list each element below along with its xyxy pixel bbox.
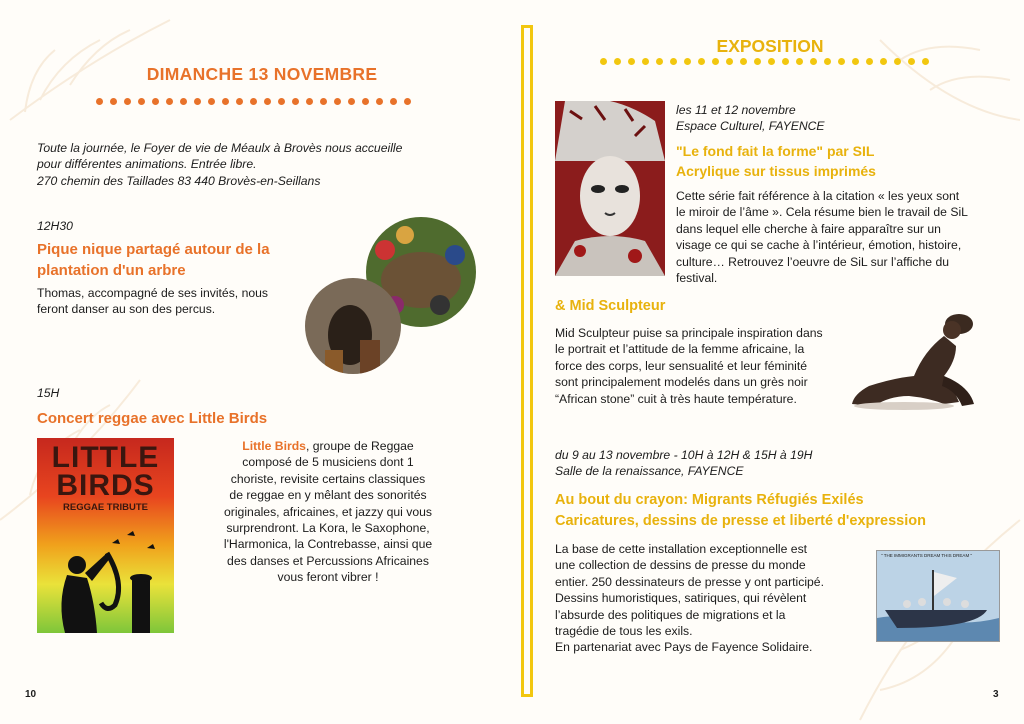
- separator-dot: [110, 98, 117, 105]
- separator-dot: [810, 58, 817, 65]
- event2-title: Concert reggae avec Little Birds: [37, 410, 268, 427]
- separator-dot: [306, 98, 313, 105]
- separator-dot: [320, 98, 327, 105]
- separator-dot: [264, 98, 271, 105]
- poster-title-line1: LITTLE: [51, 441, 160, 474]
- separator-dot: [796, 58, 803, 65]
- separator-dot: [712, 58, 719, 65]
- separator-dot: [642, 58, 649, 65]
- separator-dot: [698, 58, 705, 65]
- separator-dot: [138, 98, 145, 105]
- separator-dot: [684, 58, 691, 65]
- separator-dot: [194, 98, 201, 105]
- dotted-separator: [96, 98, 418, 105]
- sculpture-photo: [844, 306, 984, 410]
- section-title: EXPOSITION: [716, 36, 824, 56]
- separator-dot: [152, 98, 159, 105]
- separator-dot: [348, 98, 355, 105]
- separator-dot: [894, 58, 901, 65]
- expo2-title: & Mid Sculpteur: [555, 298, 666, 314]
- event2-description: Little Birds, groupe de Reggae composé de 5 musiciens dont 1 choriste, revisite certains classiques de reggae en y mêlant des sonorités originales, africaines, et jazzy qui vous surprendront. La Kora, le Saxophone, l'Harmonica, la Contrebasse, ainsi que des danses et Percussions Africaines vous feront vibrer !: [223, 439, 433, 585]
- sil-painting: [555, 101, 665, 276]
- separator-dot: [866, 58, 873, 65]
- event1-title: Pique nique partagé autour de la plantation d'un arbre: [37, 241, 270, 279]
- intro-text: Toute la journée, le Foyer de vie de Méaulx à Brovès nous accueille pour différentes animations. Entrée libre. 270 chemin des Taillades 83 440 Brovès-en-Seillans: [37, 141, 403, 188]
- separator-dot: [922, 58, 929, 65]
- separator-dot: [334, 98, 341, 105]
- separator-dot: [670, 58, 677, 65]
- little-birds-poster: [37, 438, 174, 633]
- expo1-description: Cette série fait référence à la citation « les yeux sont le miroir de l’âme ». Cela résume bien le travail de SiL dans lequel elle cherche à faire apparaître sur un visage ce qui se cache à l’intérieur, émotion, histoire, culture… Retrouvez l’oeuvre de SiL sur l’affiche du festival.: [676, 189, 968, 286]
- event2-time: 15H: [37, 386, 60, 400]
- separator-dot: [404, 98, 411, 105]
- expo3-dates: du 9 au 13 novembre - 10H à 12H & 15H à 19H Salle de la renaissance, FAYENCE: [555, 448, 813, 479]
- expo3-title: Au bout du crayon: Migrants Réfugiés Exilés Caricatures, dessins de presse et liberté d'expression: [555, 492, 926, 529]
- page-number-right: 3: [993, 689, 999, 700]
- separator-dot: [656, 58, 663, 65]
- separator-dot: [278, 98, 285, 105]
- separator-dot: [208, 98, 215, 105]
- expo2-description: Mid Sculpteur puise sa principale inspiration dans le portrait et l’attitude de la femme africaine, la force des corps, leur sensualité et leur féminité sont principalement modelés dans un grès noir “African stone” cuit à très haute température.: [555, 326, 823, 406]
- boat-drawing-icon: [877, 558, 999, 642]
- press-cartoon: [876, 550, 1000, 642]
- expo1-title: "Le fond fait la forme" par SIL Acrylique sur tissus imprimés: [676, 143, 876, 179]
- separator-dot: [250, 98, 257, 105]
- separator-dot: [180, 98, 187, 105]
- band-name: Little Birds: [242, 439, 306, 453]
- picnic-photo-group: [305, 210, 485, 380]
- separator-dot: [236, 98, 243, 105]
- separator-dot: [740, 58, 747, 65]
- separator-dot: [726, 58, 733, 65]
- separator-dot: [222, 98, 229, 105]
- saxophone-player-silhouette-icon: [37, 523, 174, 633]
- separator-dot: [768, 58, 775, 65]
- separator-dot: [824, 58, 831, 65]
- separator-dot: [390, 98, 397, 105]
- separator-dot: [628, 58, 635, 65]
- separator-dot: [124, 98, 131, 105]
- cartoon-caption: " THE IMMIGRANTS DREAM THIS DREAM ": [881, 553, 973, 558]
- separator-dot: [782, 58, 789, 65]
- portrait-painting-image: [555, 101, 665, 276]
- separator-dot: [838, 58, 845, 65]
- event1-description: Thomas, accompagné de ses invités, nous feront danser au son des percus.: [37, 286, 269, 317]
- expo3-description: La base de cette installation exceptionnelle est une collection de dessins de presse du monde entier. 250 dessinateurs de presse y ont participé. Dessins humoristiques, satiriques, qui révèlent l’absurde des politiques de migrations et la tragédie de tous les exils. En partenariat avec Pays de Fayence Solidaire.: [555, 542, 824, 655]
- separator-dot: [880, 58, 887, 65]
- right-page: [512, 0, 1024, 724]
- page-number-left: 10: [25, 689, 37, 700]
- separator-dot: [376, 98, 383, 105]
- expo1-dates: les 11 et 12 novembre Espace Culturel, FAYENCE: [676, 103, 825, 134]
- separator-dot: [362, 98, 369, 105]
- separator-dot: [96, 98, 103, 105]
- day-title: DIMANCHE 13 NOVEMBRE: [146, 64, 378, 84]
- separator-dot: [908, 58, 915, 65]
- separator-dot: [292, 98, 299, 105]
- separator-dot: [614, 58, 621, 65]
- separator-dot: [600, 58, 607, 65]
- separator-dot: [166, 98, 173, 105]
- separator-dot: [852, 58, 859, 65]
- poster-subtitle: REGGAE TRIBUTE: [63, 502, 148, 513]
- separator-dot: [754, 58, 761, 65]
- poster-title-line2: BIRDS: [56, 469, 155, 502]
- event1-time: 12H30: [37, 219, 73, 233]
- dotted-separator: [600, 58, 936, 65]
